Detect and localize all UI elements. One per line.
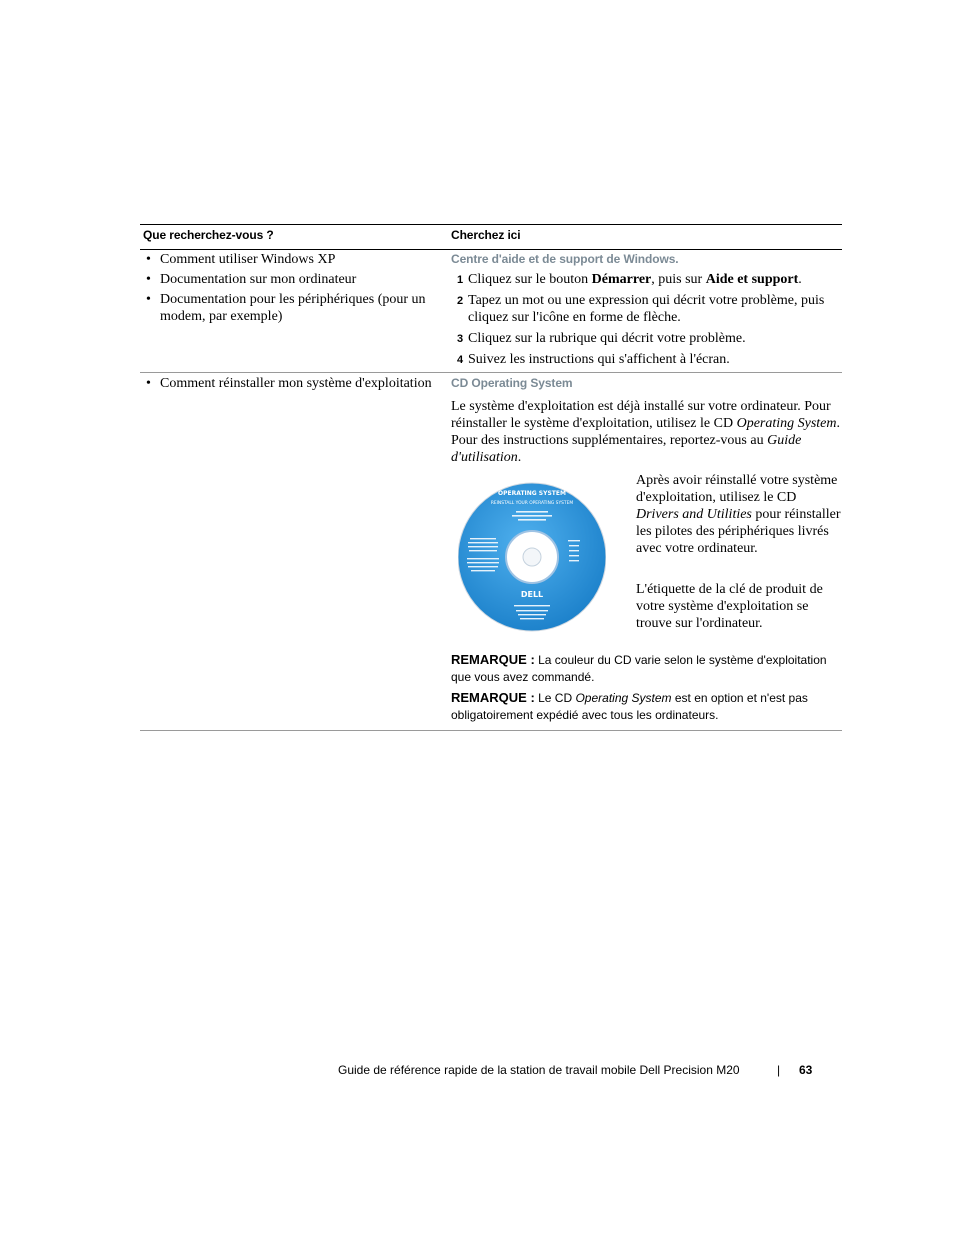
list-item: • Comment réinstaller mon système d'exploitation (146, 376, 432, 391)
cd-subtitle-text: REINSTALL YOUR OPERATING SYSTEM (490, 501, 574, 506)
cd-title-text: OPERATING SYSTEM (498, 490, 566, 497)
row-divider (140, 372, 842, 373)
section-title-cd-operating-system: CD Operating System (451, 376, 573, 390)
section-title-help-center: Centre d'aide et de support de Windows. (451, 252, 679, 266)
table-top-rule (140, 224, 842, 225)
cd-side-text-1: Après avoir réinstallé votre système d'exploitation, utilisez le CD Drivers and Utilities pour réinstaller les pilotes des périphériques livrés avec votre ordinateur. (636, 473, 841, 556)
row2-left-cell (143, 375, 443, 395)
list-item: • Documentation sur mon ordinateur (146, 272, 357, 287)
row2-right-cell (451, 375, 841, 724)
header-que-recherchez-vous: Que recherchez-vous ? (143, 228, 274, 242)
intro-paragraph: Le système d'exploitation est déjà installé sur votre ordinateur. Pour réinstaller le système d'exploitation, utilisez le CD Operating System. Pour des instructions supplémentaires, reportez-vous au Guide d'utilisation. (451, 399, 841, 465)
row1-right-cell (451, 251, 841, 368)
page-number: 63 (799, 1063, 813, 1077)
step-item: 3 Cliquez sur la rubrique qui décrit votre problème. (457, 331, 746, 346)
step-item: 2 Tapez un mot ou une expression qui décrit votre problème, puis cliquez sur l'icône en forme de flèche. (457, 293, 825, 325)
footer-separator: | (777, 1063, 781, 1077)
header-cherchez-ici: Cherchez ici (451, 228, 521, 242)
list-item: • Comment utiliser Windows XP (146, 252, 336, 267)
step-item: 1 Cliquez sur le bouton Démarrer, puis sur Aide et support. (457, 272, 802, 287)
note-cd-color: REMARQUE : La couleur du CD varie selon le système d'exploitation que vous avez commandé. (451, 652, 827, 684)
table-bottom-rule (140, 730, 842, 731)
note-cd-optional: REMARQUE : Le CD Operating System est en option et n'est pas obligatoirement expédié avec tous les ordinateurs. (451, 690, 808, 722)
header-bottom-rule (140, 249, 842, 250)
list-item: • Documentation pour les périphériques (pour un modem, par exemple) (146, 292, 426, 324)
cd-disc-image (458, 478, 606, 636)
cd-side-text-2: L'étiquette de la clé de produit de votre système d'exploitation se trouve sur l'ordinateur. (636, 582, 823, 631)
dell-logo-text: DELL (520, 590, 544, 599)
row1-left-cell (143, 251, 443, 328)
cd-block (451, 472, 841, 648)
footer-title: Guide de référence rapide de la station de travail mobile Dell Precision M20 (338, 1063, 740, 1077)
step-item: 4 Suivez les instructions qui s'affichent à l'écran. (457, 352, 730, 367)
